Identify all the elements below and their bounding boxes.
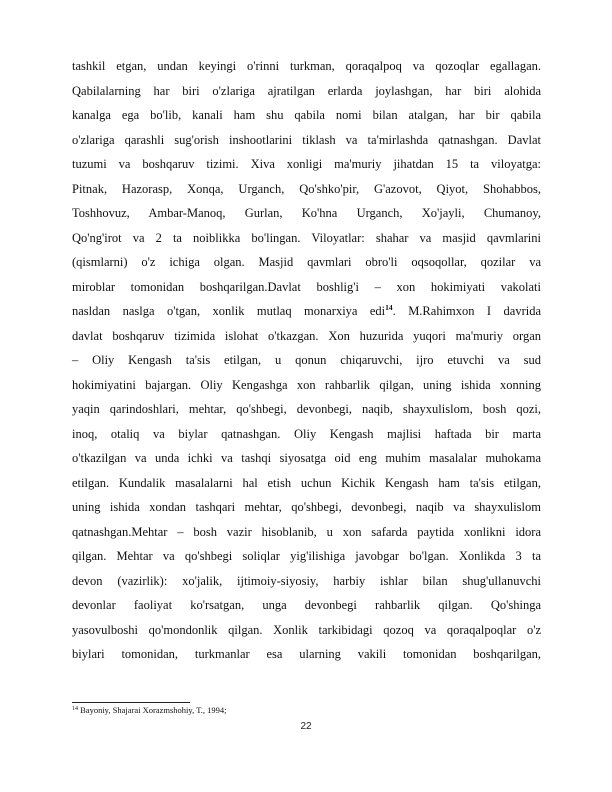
text-line: kanalga ega bo'lib, kanali ham shu qabila nomi bilan atalgan, har bir qabila — [72, 108, 541, 122]
text-fragment: nasldan naslga o'tgan, xonlik mutlaq monarxiya edi — [72, 304, 386, 318]
footnote — [72, 705, 227, 715]
text-line: tuzumi va boshqaruv tizimi. Xiva xonligi ma'muriy jihatdan 15 ta viloyatga: — [72, 157, 541, 171]
text-line: Qabilalarning har biri o'zlariga ajratilgan erlarda joylashgan, har biri alohida — [72, 83, 541, 98]
footnote-text: Bayoniy, Shajarai Xorazmshohiy, T., 1994; — [78, 705, 227, 715]
text-line: Toshhovuz, Ambar-Manoq, Gurlan, Ko'hna Urganch, Xo'jayli, Chumanoy, — [72, 206, 541, 220]
text-line: uning ishida xondan tashqari mehtar, qo'shbegi, devonbegi, naqib va shayxulislom — [72, 500, 541, 514]
text-line-with-footnote — [72, 299, 541, 324]
text-line: etilgan. Kundalik masalalarni hal etish uchun Kichik Kengash ham ta'sis etilgan, — [72, 475, 541, 490]
text-line: (qismlarni) o'z ichiga olgan. Masjid qavmlari obro'li oqsoqollar, qozilar va — [72, 255, 541, 269]
text-line: o'tkazilgan va unda ichki va tashqi siyosatga oid eng muhim masalalar muhokama — [72, 451, 541, 465]
text-line: Qo'ng'irot va 2 ta noiblikka bo'lingan. Viloyatlar: shahar va masjid qavmlarini — [72, 230, 541, 245]
text-line: Pitnak, Hazorasp, Xonqa, Urganch, Qo'shko'pir, G'azovot, Qiyot, Shohabbos, — [72, 181, 541, 196]
text-line: biylari tomonidan, turkmanlar esa ularning vakili tomonidan boshqarilgan, — [72, 647, 541, 661]
text-fragment: . M.Rahimxon I davrida — [392, 304, 541, 318]
text-line: – Oliy Kengash ta'sis etilgan, u qonun chiqaruvchi, ijro etuvchi va sud — [72, 353, 541, 367]
body-text — [72, 54, 541, 667]
footnote-marker: 14 — [72, 706, 78, 712]
text-line: yasovulboshi qo'mondonlik qilgan. Xonlik tarkibidagi qozoq va qoraqalpoqlar o'z — [72, 622, 541, 637]
text-line: hokimiyatini bajargan. Oliy Kengashga xon rahbarlik qilgan, uning ishida xonning — [72, 377, 541, 392]
text-line: qilgan. Mehtar va qo'shbegi soliqlar yig'ilishiga javobgar bo'lgan. Xonlikda 3 ta — [72, 549, 541, 563]
footnote-reference[interactable]: 14 — [385, 303, 393, 312]
text-line: miroblar tomonidan boshqarilgan.Davlat boshlig'i – xon hokimiyati vakolati — [72, 279, 541, 294]
page-number: 22 — [300, 721, 312, 732]
text-line: devon (vazirlik): xo'jalik, ijtimoiy-siyosiy, harbiy ishlar bilan shug'ullanuvchi — [72, 573, 541, 588]
text-line: yaqin qarindoshlari, mehtar, qo'shbegi, devonbegi, naqib, shayxulislom, bosh qozi, — [72, 402, 541, 416]
text-line: davlat boshqaruv tizimida islohat o'tkazgan. Xon huzurida yuqori ma'muriy organ — [72, 328, 541, 343]
text-line: devonlar faoliyat ko'rsatgan, unga devonbegi rahbarlik qilgan. Qo'shinga — [72, 598, 541, 612]
text-line: qatnashgan.Mehtar – bosh vazir hisoblanib, u xon safarda paytida xonlikni idora — [72, 524, 541, 539]
text-line: inoq, otaliq va biylar qatnashgan. Oliy Kengash majlisi haftada bir marta — [72, 426, 541, 441]
text-line: o'zlariga qarashli sug'orish inshootlarini tiklash va ta'mirlashda qatnashgan. Davlat — [72, 132, 541, 147]
footnote-divider — [72, 702, 190, 703]
text-line: tashkil etgan, undan keyingi o'rinni turkman, qoraqalpoq va qozoqlar egallagan. — [72, 59, 541, 73]
